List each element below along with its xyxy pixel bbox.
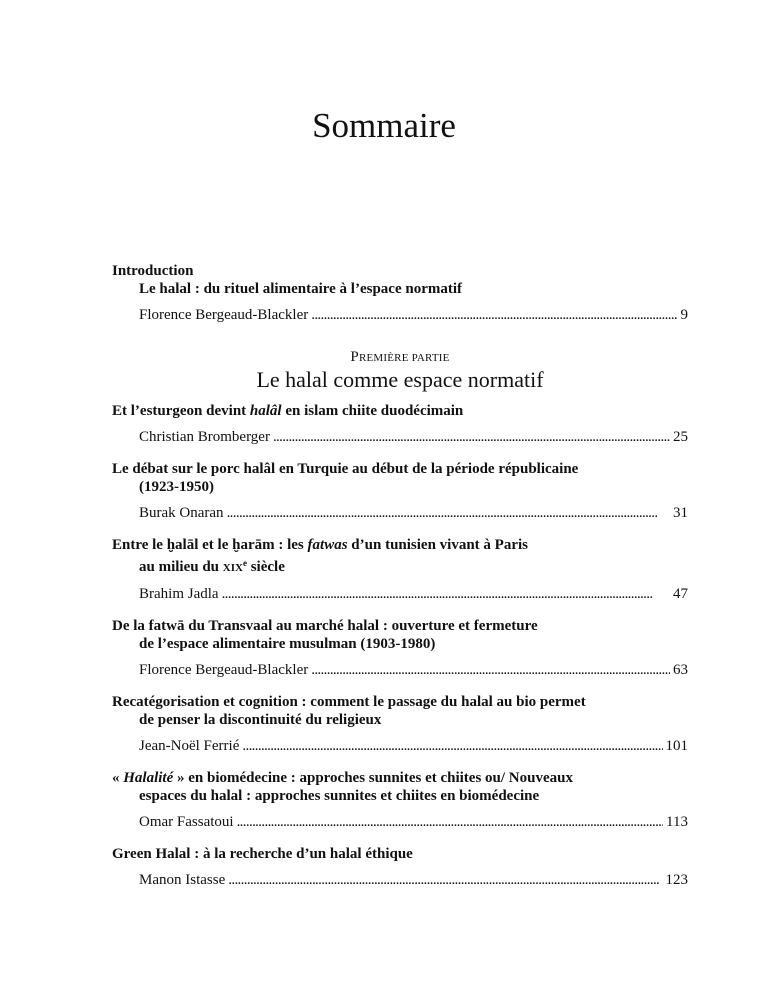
entry-author: Brahim Jadla xyxy=(139,586,219,602)
entry-author: Jean-Noël Ferrié xyxy=(139,738,240,754)
dot-leader xyxy=(311,306,677,324)
entry-author: Burak Onaran xyxy=(139,505,224,521)
table-of-contents xyxy=(112,262,688,889)
entry-title xyxy=(112,693,688,729)
author-line xyxy=(139,737,688,755)
century-numeral: XIX xyxy=(222,562,243,574)
page-number: 31 xyxy=(673,505,688,521)
dot-leader xyxy=(273,428,670,446)
entry-title-part: Entre le ḫalāl et le ḫarām : les xyxy=(112,537,308,553)
dot-leader xyxy=(311,661,670,679)
toc-entry[interactable] xyxy=(112,460,688,522)
entry-author: Omar Fassatoui xyxy=(139,814,234,830)
entry-title-part: Et l’esturgeon devint xyxy=(112,403,250,419)
entry-title-line2: de penser la discontinuité du religieux xyxy=(139,712,382,728)
entry-title-line1: Recatégorisation et cognition : comment le passage du halal au bio permet xyxy=(112,694,586,710)
entry-title xyxy=(112,845,688,863)
entry-title xyxy=(112,617,688,653)
entry-title-line1: Le débat sur le porc halâl en Turquie au début de la période républicaine xyxy=(112,461,579,477)
dot-leader xyxy=(242,737,662,755)
author-line xyxy=(139,661,688,679)
entry-title-part: « xyxy=(112,770,124,786)
author-line xyxy=(139,504,688,522)
author-line xyxy=(139,871,688,889)
entry-title-line2: de l’espace alimentaire musulman (1903-1980) xyxy=(139,636,436,652)
toc-entry[interactable] xyxy=(112,845,688,889)
entry-title-line1: De la fatwā du Transvaal au marché halal : ouverture et fermeture xyxy=(112,618,538,634)
part-label xyxy=(112,348,688,367)
page-number: 63 xyxy=(673,662,688,678)
dot-leader xyxy=(237,813,663,831)
entry-title-part: » en biomédecine : approches sunnites et chiites ou/ Nouveaux xyxy=(173,770,573,786)
entry-title-part: en islam chiite duodécimain xyxy=(281,403,464,419)
dot-leader xyxy=(228,871,662,889)
part-label-initial: P xyxy=(350,349,359,365)
dot-leader xyxy=(222,585,670,603)
introduction-title: Le halal : du rituel alimentaire à l’espace normatif xyxy=(139,281,463,297)
dot-leader xyxy=(227,504,670,522)
author-line xyxy=(139,813,688,831)
toc-entry[interactable] xyxy=(112,536,688,603)
entry-title xyxy=(112,402,688,420)
toc-entry[interactable] xyxy=(112,617,688,679)
entry-title-line1: Green Halal : à la recherche d’un halal éthique xyxy=(112,846,413,862)
page-number: 123 xyxy=(665,872,688,888)
entry-author: Florence Bergeaud-Blackler xyxy=(139,307,309,323)
entry-title-line2: (1923-1950) xyxy=(139,479,214,495)
entry-title-emphasis: Halalité xyxy=(123,770,174,786)
entry-title-line1 xyxy=(112,537,528,553)
entry-title-part: au milieu du xyxy=(139,559,223,575)
page-number: 47 xyxy=(673,586,688,602)
entry-title-part: siècle xyxy=(246,559,285,575)
entry-author: Florence Bergeaud-Blackler xyxy=(139,662,309,678)
toc-entry[interactable] xyxy=(112,693,688,755)
entry-title xyxy=(112,769,688,805)
part-label-rest: REMIÈRE PARTIE xyxy=(358,352,450,364)
part-title: Le halal comme espace normatif xyxy=(256,367,544,392)
entry-author: Manon Istasse xyxy=(139,872,226,888)
entry-title-line1 xyxy=(112,770,573,786)
entry-title-line2: espaces du halal : approches sunnites et chiites en biomédecine xyxy=(139,788,540,804)
page-number: 113 xyxy=(666,814,688,830)
superscript: e xyxy=(242,558,247,568)
page-number: 9 xyxy=(680,307,688,323)
author-line xyxy=(139,428,688,446)
entry-title xyxy=(112,536,688,577)
page-title: Sommaire xyxy=(312,106,456,145)
page-number: 101 xyxy=(665,738,688,754)
entry-title-emphasis: fatwas xyxy=(307,537,348,553)
toc-entry-introduction[interactable] xyxy=(112,262,688,324)
author-line xyxy=(139,585,688,603)
toc-entry[interactable] xyxy=(112,769,688,831)
entry-title-part: d’un tunisien vivant à Paris xyxy=(347,537,529,553)
entry-author: Christian Bromberger xyxy=(139,429,270,445)
part-heading xyxy=(112,348,688,392)
author-line xyxy=(139,306,688,324)
toc-entry[interactable] xyxy=(112,402,688,446)
entry-title-emphasis: halâl xyxy=(249,403,282,419)
entry-title xyxy=(112,460,688,496)
entry-title-line2 xyxy=(112,554,688,577)
entry-title xyxy=(112,262,688,298)
introduction-heading: Introduction xyxy=(112,263,194,279)
page-number: 25 xyxy=(673,429,688,445)
